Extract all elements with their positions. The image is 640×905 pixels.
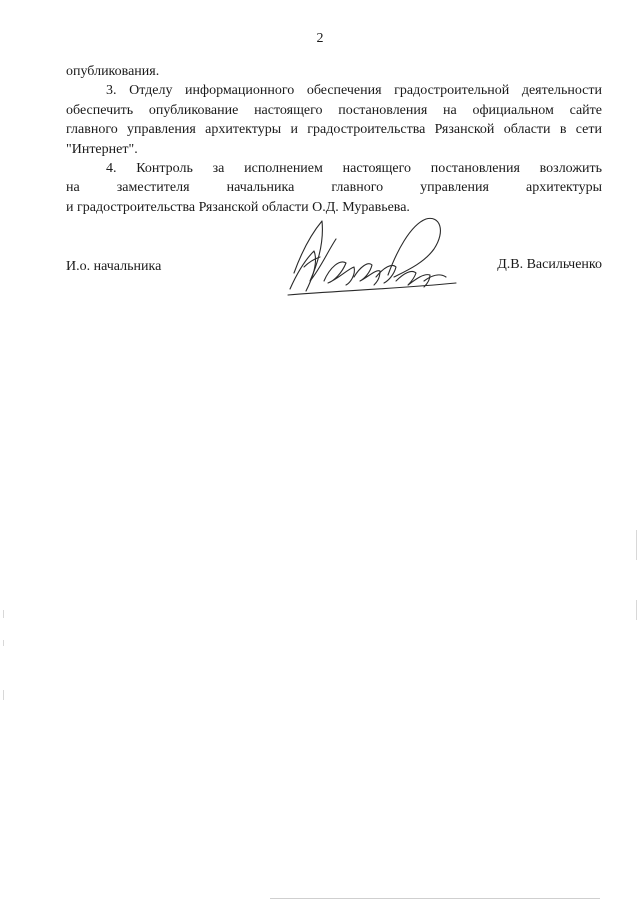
- paragraph-3-line-2: обеспечить опубликование настоящего постановления на официальном сайте: [66, 102, 602, 118]
- paragraph-4-line-1: 4. Контроль за исполнением настоящего постановления возложить: [106, 161, 602, 177]
- page-bottom-edge: [270, 898, 600, 899]
- signature-block: [66, 255, 602, 315]
- scan-artifact: [3, 610, 4, 618]
- paragraph-2-end-line: опубликования.: [66, 64, 160, 79]
- signer-name: Д.В. Васильченко: [497, 257, 602, 272]
- paragraph-4-line-2: на заместителя начальника главного управления архитектуры: [66, 180, 602, 196]
- scan-artifact: [636, 530, 637, 560]
- paragraph-3-line-1: 3. Отделу информационного обеспечения градостроительной деятельности: [106, 83, 602, 99]
- scan-artifact: [3, 690, 4, 700]
- page-number: 2: [316, 31, 324, 46]
- scan-artifact: [3, 640, 4, 646]
- paragraph-4-line-3: и градостроительства Рязанской области О.Д. Муравьева.: [66, 199, 410, 215]
- paragraph-3-line-4: "Интернет".: [66, 141, 138, 157]
- handwritten-signature: [284, 211, 464, 311]
- paragraph-3-line-3: главного управления архитектуры и градостроительства Рязанской области в сети: [66, 122, 602, 138]
- signer-position: И.о. начальника: [66, 259, 162, 274]
- scan-artifact: [636, 600, 637, 620]
- document-body: [66, 62, 602, 217]
